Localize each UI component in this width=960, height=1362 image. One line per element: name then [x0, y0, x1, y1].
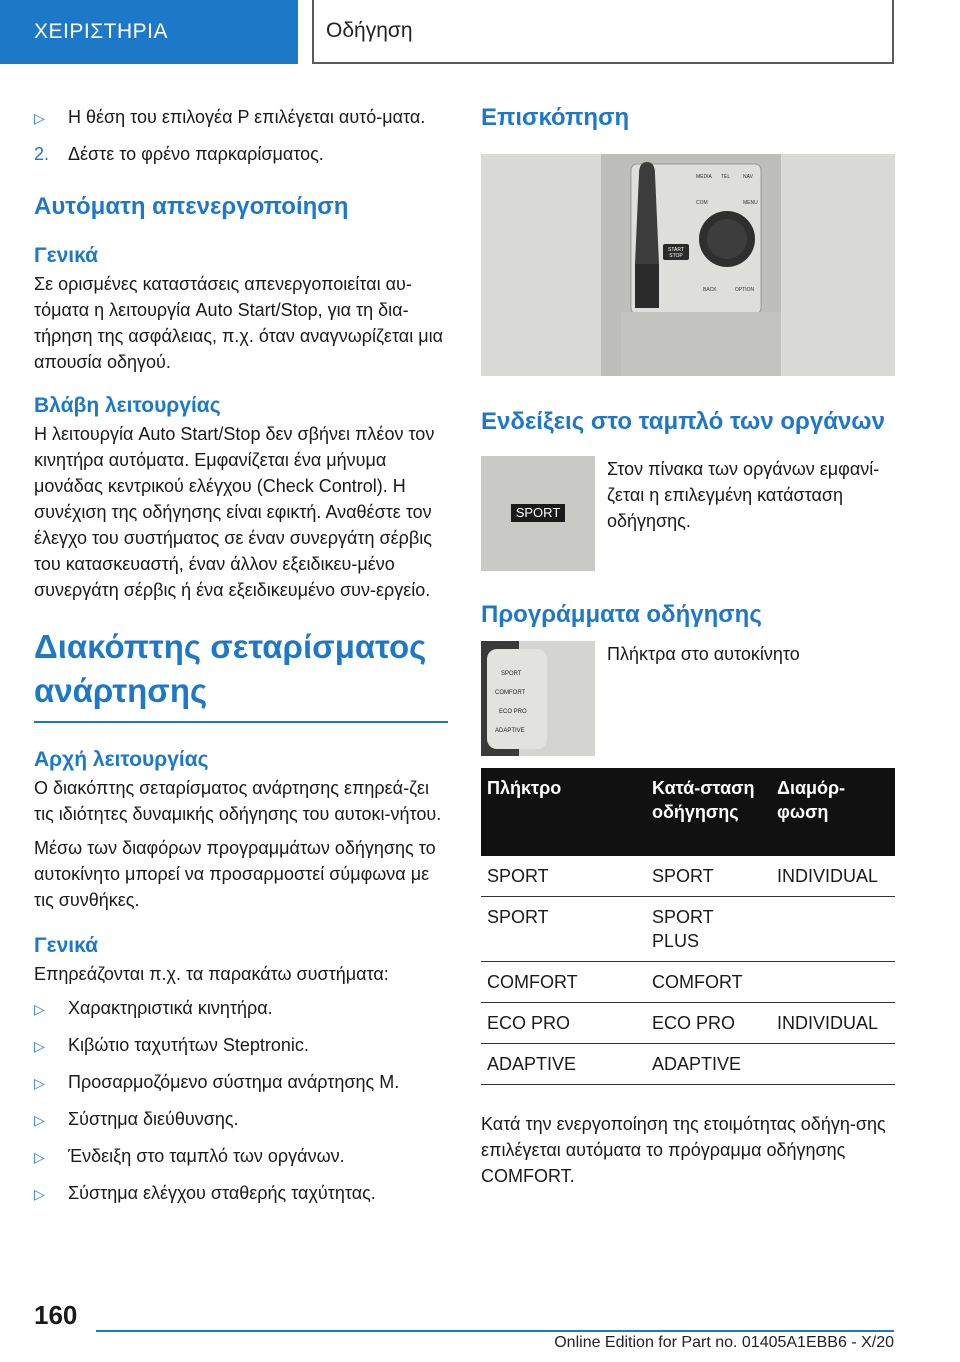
sport-indicator-image [481, 456, 595, 571]
general2-paragraph: Επηρεάζονται π.χ. τα παρακάτω συστήματα: [34, 964, 389, 984]
triangle-bullet-icon: ▷ [34, 1038, 45, 1054]
center-console-photo [481, 154, 895, 376]
cluster-paragraph: Στον πίνακα των οργάνων εμφανί-ζεται η επιλεγμένη κατάσταση οδήγησης. [607, 459, 880, 531]
step-number: 2. [34, 144, 50, 164]
table-header-row [481, 768, 895, 856]
cluster-heading: Ενδείξεις στο ταμπλό των οργάνων [481, 408, 885, 435]
drive-mode-table [481, 768, 895, 1085]
overview-heading: Επισκόπηση [481, 104, 630, 131]
list-item: ▷ Σύστημα διεύθυνσης. [34, 1106, 448, 1133]
auto-off-heading: Αυτόματη απενεργοποίηση [34, 193, 349, 220]
fault-paragraph: Η λειτουργία Auto Start/Stop δεν σβήνει πλέον τον κινητήρα αυτόματα. Εμφανίζεται ένα μήνυμα μονάδας κεντρικού ελέγχου (Check Control). Η συνέχιση της οδήγησης είναι εφικτή. Αναθέστε τον έλεγχο του συστήματος σε έναν συνεργάτη σέρβις του κατασκευαστή, έναν άλλον εξειδικευ-μένο συνεργάτη σέρβις ή ένα εξειδικευμένο συν-εργείο. [34, 424, 435, 600]
nav-label: NAV [743, 174, 753, 180]
manual-section-tab [0, 0, 298, 64]
tel-label: TEL [721, 174, 731, 180]
intro-bullet-text: Η θέση του επιλογέα P επιλέγεται αυτό-ματα. [68, 107, 426, 127]
triangle-bullet-icon: ▷ [34, 1075, 45, 1091]
principle-paragraph-1: Ο διακόπτης σεταρίσματος ανάρτησης επηρεά-ζει τις ιδιότητες δυναμικής οδήγησης του αυτοκι-νήτου. [34, 778, 442, 824]
chapter-section-tab [312, 0, 894, 64]
table-row: COMFORT COMFORT [481, 962, 895, 1003]
com-label: COM [696, 200, 708, 206]
footer-divider [96, 1330, 894, 1332]
media-label: MEDIA [696, 174, 712, 180]
chapter-title: Διακόπτης σεταρίσματος ανάρτησης [34, 628, 427, 709]
header-button: Πλήκτρο [481, 768, 646, 856]
drive-mode-buttons-illustration [481, 641, 595, 756]
list-item: ▷ Χαρακτηριστικά κινητήρα. [34, 995, 448, 1022]
header-mode: Κατά-σταση οδήγησης [646, 768, 771, 856]
list-item: ▷ Κιβώτιο ταχυτήτων Steptronic. [34, 1032, 448, 1059]
comfort-button-label: COMFORT [495, 690, 526, 696]
programs-paragraph: Πλήκτρα στο αυτοκίνητο [607, 644, 800, 664]
list-item: ▷ Σύστημα ελέγχου σταθερής ταχύτητας. [34, 1180, 448, 1207]
adaptive-button-label: ADAPTIVE [495, 728, 525, 734]
stop-label: STOP [669, 253, 683, 259]
triangle-bullet-icon: ▷ [34, 1186, 45, 1202]
page-number: 160 [34, 1300, 78, 1330]
principle-paragraph-2: Μέσω των διαφόρων προγραμμάτων οδήγησης το αυτοκίνητο μπορεί να προσαρμοστεί σύμφωνα με τις συνθήκες. [34, 838, 436, 910]
edition-footer: Online Edition for Part no. 01405A1EBB6 - X/20 [554, 1334, 894, 1351]
systems-list [34, 995, 448, 1207]
table-row: SPORT SPORT PLUS [481, 897, 895, 962]
sport-badge: SPORT [511, 504, 565, 522]
back-label: BACK [703, 287, 717, 293]
triangle-bullet-icon: ▷ [34, 1112, 45, 1128]
table-row: ADAPTIVE ADAPTIVE [481, 1044, 895, 1085]
drive-mode-buttons-image [481, 641, 595, 756]
general2-heading: Γενικά [34, 934, 99, 957]
principle-heading: Αρχή λειτουργίας [34, 748, 209, 771]
triangle-bullet-icon: ▷ [34, 110, 45, 126]
programs-heading: Προγράμματα οδήγησης [481, 601, 762, 628]
intro-bullet [34, 104, 448, 131]
triangle-bullet-icon: ▷ [34, 1001, 45, 1017]
manual-section-label: ΧΕΙΡΙΣΤΗΡΙΑ [34, 20, 169, 43]
cluster-row [481, 456, 895, 571]
numbered-step [34, 141, 448, 167]
menu-label: MENU [743, 200, 758, 206]
left-column [34, 96, 448, 1207]
eco-pro-button-label: ECO PRO [499, 709, 527, 715]
triangle-bullet-icon: ▷ [34, 1149, 45, 1165]
general-heading: Γενικά [34, 244, 99, 267]
sport-button-label: SPORT [501, 671, 522, 677]
right-column [481, 96, 895, 1189]
center-console-illustration [481, 154, 895, 376]
step-text: Δέστε το φρένο παρκαρίσματος. [68, 144, 324, 164]
table-row: SPORT SPORT INDIVIDUAL [481, 856, 895, 897]
list-item: ▷ Ένδειξη στο ταμπλό των οργάνων. [34, 1143, 448, 1170]
header-config: Διαμόρ-φωση [771, 768, 895, 856]
fault-heading: Βλάβη λειτουργίας [34, 394, 221, 417]
start-label: START [668, 247, 684, 253]
programs-row [481, 641, 895, 756]
general-paragraph: Σε ορισμένες καταστάσεις απενεργοποιείται αυ-τόματα η λειτουργία Auto Start/Stop, για τη δια-τήρηση της ασφάλειας, π.χ. όταν αναγνωρίζεται μια απουσία οδηγού. [34, 274, 443, 372]
table-row: ECO PRO ECO PRO INDIVIDUAL [481, 1003, 895, 1044]
list-item: ▷ Προσαρμοζόμενο σύστημα ανάρτησης M. [34, 1069, 448, 1096]
option-label: OPTION [735, 287, 755, 293]
chapter-section-label: Οδήγηση [326, 19, 413, 42]
closing-paragraph: Κατά την ενεργοποίηση της ετοιμότητας οδήγη-σης επιλέγεται αυτόματα το πρόγραμμα οδήγησης COMFORT. [481, 1114, 886, 1186]
chapter-divider [34, 721, 448, 723]
